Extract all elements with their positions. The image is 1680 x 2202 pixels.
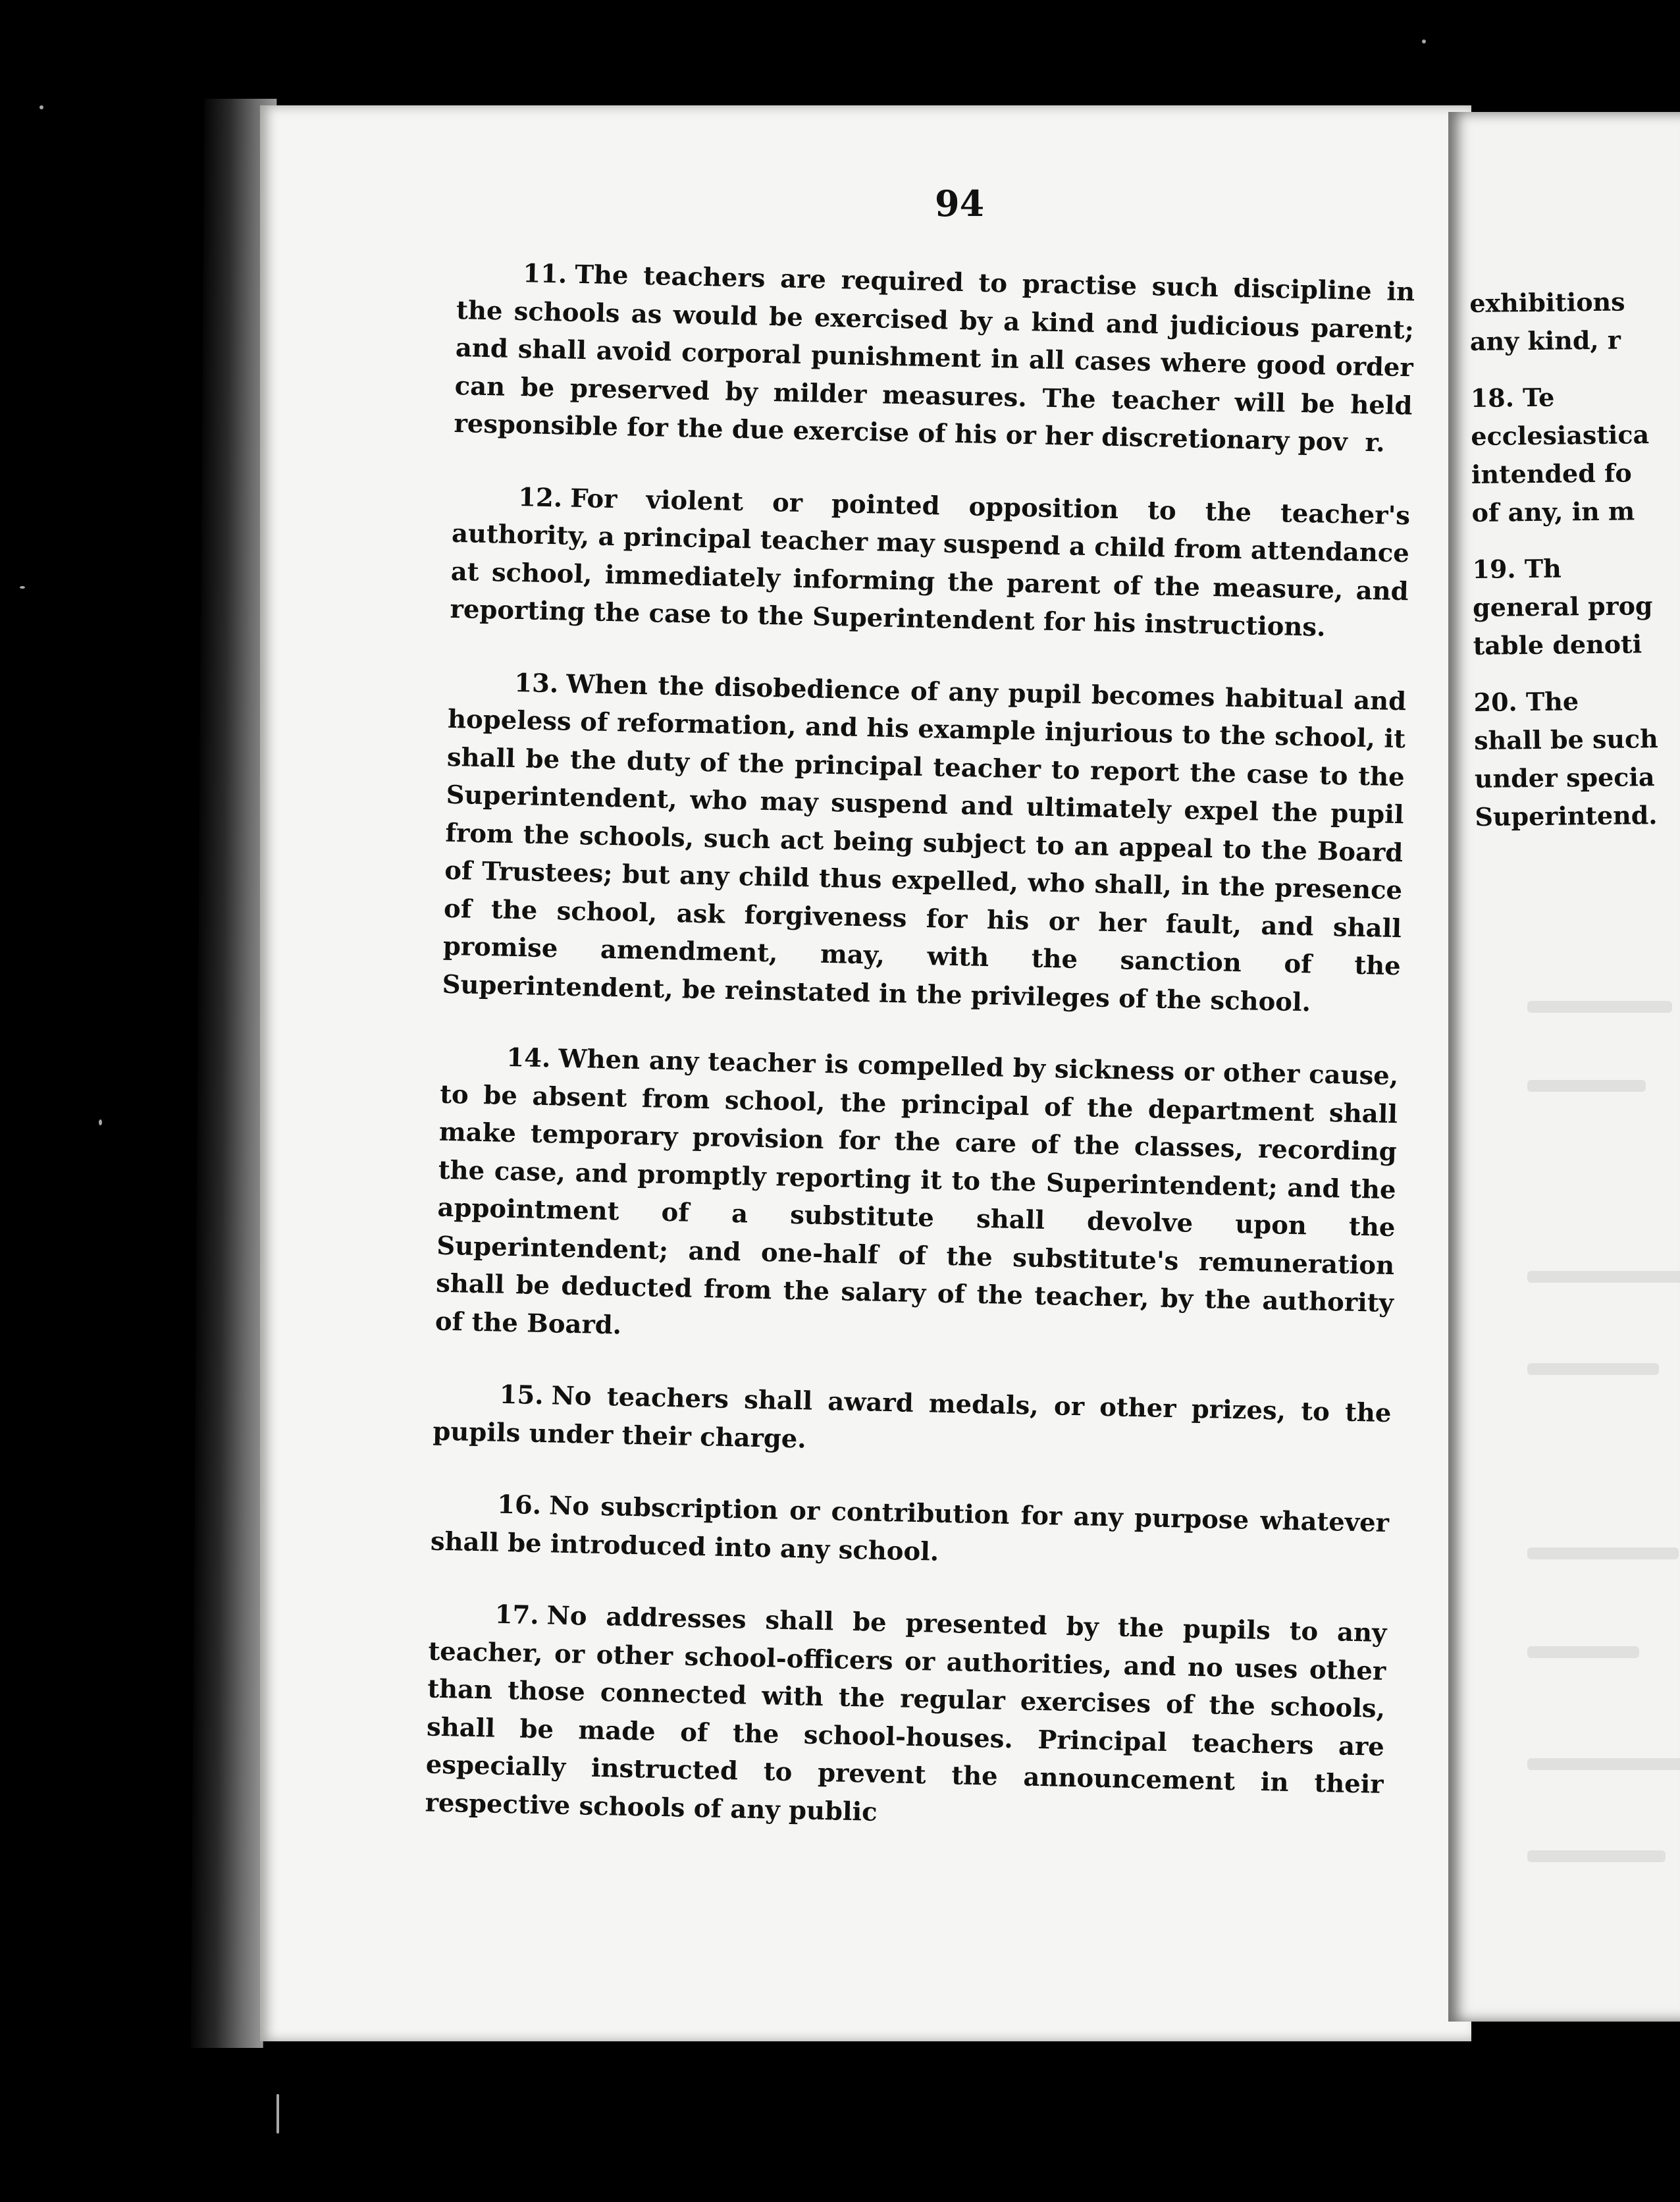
fragment-line: exhibitions [1469, 286, 1625, 318]
rule-number: 14. [506, 1042, 551, 1074]
rule-number: 17. [494, 1599, 540, 1631]
rule-paragraph-14 [434, 1038, 1398, 1360]
rule-number: 11. [522, 259, 567, 290]
rules-text [424, 254, 1415, 1876]
fragment-gap [1473, 662, 1680, 684]
rule-text: When the disobedience of any pupil becomes habitual and hopeless of reformation, and his example injurious to the school, it shall be the duty of the principal teacher to report the case to the Superintendent, who may suspend and ultimately expel the pupil from the schools, such act being subject to an appeal to the Board of Trustees; but any child thus expelled, who shall, in the presence of the school, ask forgiveness for his or her fault, and shall promise amendment, may, with the sanction of the Superintendent, be reinstated in the privileges of the school. [442, 669, 1407, 1017]
scan-speck [39, 105, 43, 109]
fragment-line: Superintend. [1475, 800, 1658, 832]
bleed-through-mark [1527, 1363, 1659, 1375]
bleed-through-mark [1527, 1758, 1680, 1770]
fragment-gap [1472, 529, 1680, 550]
fragment-line: 18. Te [1470, 382, 1555, 413]
right-page-edge [1448, 112, 1680, 2022]
fragment-line: general prog [1472, 591, 1653, 622]
scan-speck [20, 586, 25, 589]
rule-text: The teachers are required to practise such discipline in the schools as would be exercised by a kind and judicious parent; and shall avoid corporal punishment in all cases where good order can be preserved by milder measures. The teacher will be held responsible for the due exercise of his or her discretionary pov r. [454, 259, 1415, 458]
fragment-line: ecclesiastica [1471, 419, 1650, 451]
bleed-through-mark [1527, 1547, 1679, 1559]
page-number: 94 [935, 182, 985, 225]
fragment-line: intended fo [1471, 458, 1632, 489]
bleed-through-mark [1527, 1271, 1680, 1283]
bleed-through-mark [1527, 1850, 1666, 1862]
rule-paragraph-13 [442, 662, 1407, 1023]
scan-speck [1422, 40, 1426, 43]
rule-text: No subscription or contribution for any purpose whatever shall be introduced into any school. [430, 1491, 1390, 1567]
rule-number: 16. [496, 1490, 542, 1521]
fragment-gap [1470, 358, 1680, 379]
rule-paragraph-12 [450, 477, 1410, 648]
fragment-line: of any, in m [1471, 496, 1635, 527]
scan-speck [99, 1119, 102, 1125]
right-page-text-fragment [1469, 282, 1680, 836]
rule-paragraph-17 [425, 1595, 1387, 1842]
rule-number: 12. [517, 482, 563, 513]
rule-text: No teachers shall award medals, or other prizes, to the pupils under their charge. [433, 1381, 1392, 1454]
rule-number: 15. [499, 1380, 544, 1411]
rule-number: 13. [513, 668, 559, 699]
fragment-line: 19. Th [1472, 553, 1562, 584]
fragment-line: shall be such [1474, 724, 1658, 755]
bleed-through-mark [1527, 1080, 1646, 1092]
scan-speck [276, 2094, 279, 2134]
fragment-line: under specia [1474, 762, 1655, 793]
rule-paragraph-15 [433, 1375, 1392, 1470]
bleed-through-mark [1527, 1001, 1672, 1013]
rule-text: When any teacher is compelled by sickness or other cause, to be absent from school, the principal of the department shall make temporary provision for the care of the classes, recording the case, and promptly reporting it to the Superintendent; and the appointment of a substitute shall devolve upon the Superintendent; and one-half of the substitute's remuneration shall be deducted from the salary of the teacher, by the authority of the Board. [434, 1044, 1399, 1341]
rule-text: No addresses shall be presented by the pupils to any teacher, or other school-officers or authorities, and no uses other than those connected with the regular exercises of the schools, shall be made of the school-houses. Principal teachers are especially instructed to prevent the announcement in their respective schools of any public [425, 1601, 1387, 1827]
rule-paragraph-16 [430, 1485, 1389, 1580]
fragment-line: 20. The [1473, 686, 1579, 717]
bleed-through-mark [1527, 1646, 1639, 1658]
rule-text: For violent or pointed opposition to the teacher's authority, a principal teacher may suspend a child from attendance at school, immediately informing the parent of the measure, and reporting the case to the Superintendent for his instructions. [450, 483, 1411, 643]
rule-paragraph-11 [454, 254, 1415, 463]
fragment-line: any kind, r [1469, 325, 1621, 356]
fragment-line: table denoti [1473, 629, 1642, 660]
